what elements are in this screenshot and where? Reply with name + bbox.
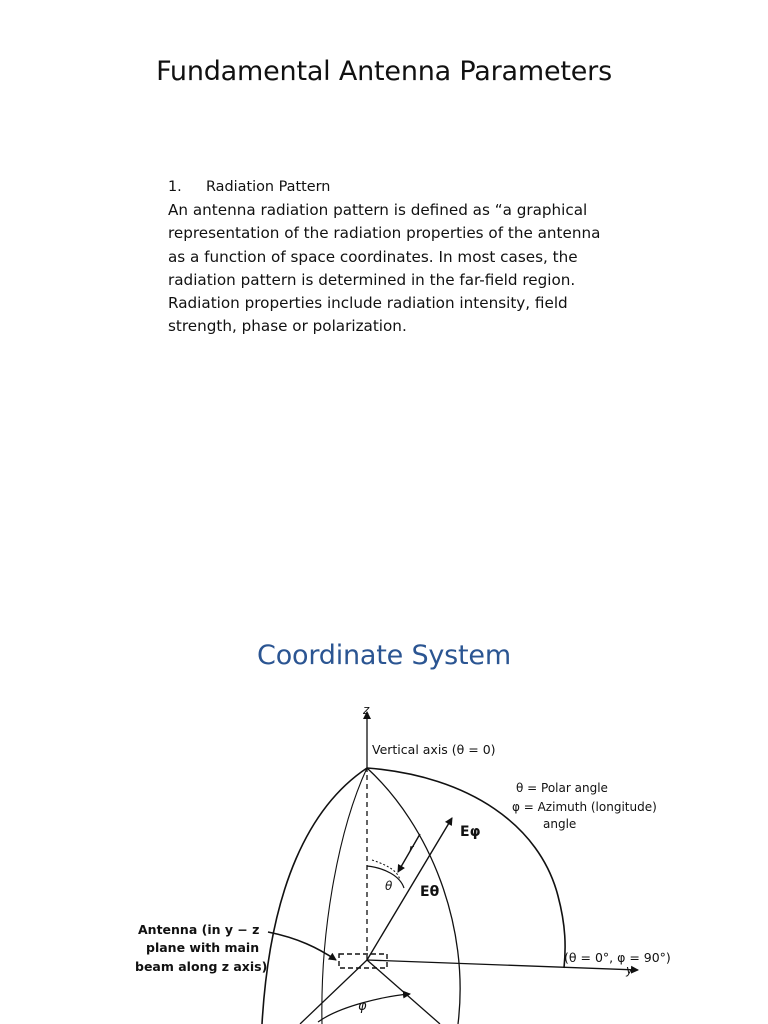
e-phi-label: Eφ (460, 824, 481, 840)
sphere-left-arc (262, 768, 367, 1024)
paragraph-line: An antenna radiation pattern is defined as “a graphical (168, 201, 588, 220)
radius-vector (367, 818, 452, 960)
definition-paragraph (168, 199, 628, 338)
y-axis-label: y (626, 963, 634, 977)
paragraph-line: representation of the radiation properties of the antenna (168, 224, 601, 243)
x-direction-line (300, 960, 367, 1024)
item-number: 1. (168, 179, 182, 195)
legend-polar-angle: θ = Polar angle (516, 781, 608, 795)
antenna-label-line2: plane with main (146, 940, 260, 955)
slide-body (168, 176, 628, 338)
paragraph-line: radiation pattern is determined in the far-field region. (168, 270, 576, 289)
antenna-label-line1: Antenna (in y − z (138, 922, 260, 937)
item-heading-text: Radiation Pattern (206, 179, 331, 195)
legend-azimuth: φ = Azimuth (longitude) (512, 800, 657, 814)
z-axis-label: z (363, 703, 370, 717)
slide-title: Coordinate System (257, 640, 511, 671)
lower-radial-line (367, 960, 440, 1024)
paragraph-line: as a function of space coordinates. In most cases, the (168, 247, 578, 266)
r-label: r (409, 842, 414, 855)
y-axis-point-label: (θ = 0°, φ = 90°) (564, 950, 671, 965)
vertical-axis-label: Vertical axis (θ = 0) (372, 742, 496, 757)
legend-angle: angle (543, 817, 577, 831)
slide-coordinate-system (0, 576, 768, 1024)
sphere-inner-meridian (367, 768, 460, 1024)
antenna-label-line3: beam along z axis) (135, 959, 268, 974)
e-theta-label: Eθ (420, 884, 440, 900)
sphere-inner-meridian-2 (322, 768, 367, 1024)
phi-label: φ (358, 999, 367, 1014)
numbered-item-heading (168, 176, 628, 199)
paragraph-line: strength, phase or polarization. (168, 317, 407, 336)
paragraph-line: Radiation properties include radiation intensity, field (168, 294, 568, 313)
slide-title: Fundamental Antenna Parameters (156, 56, 612, 87)
theta-label: θ (385, 879, 393, 893)
coordinate-system-diagram (0, 576, 768, 1024)
sphere-top-right-arc (367, 768, 565, 968)
